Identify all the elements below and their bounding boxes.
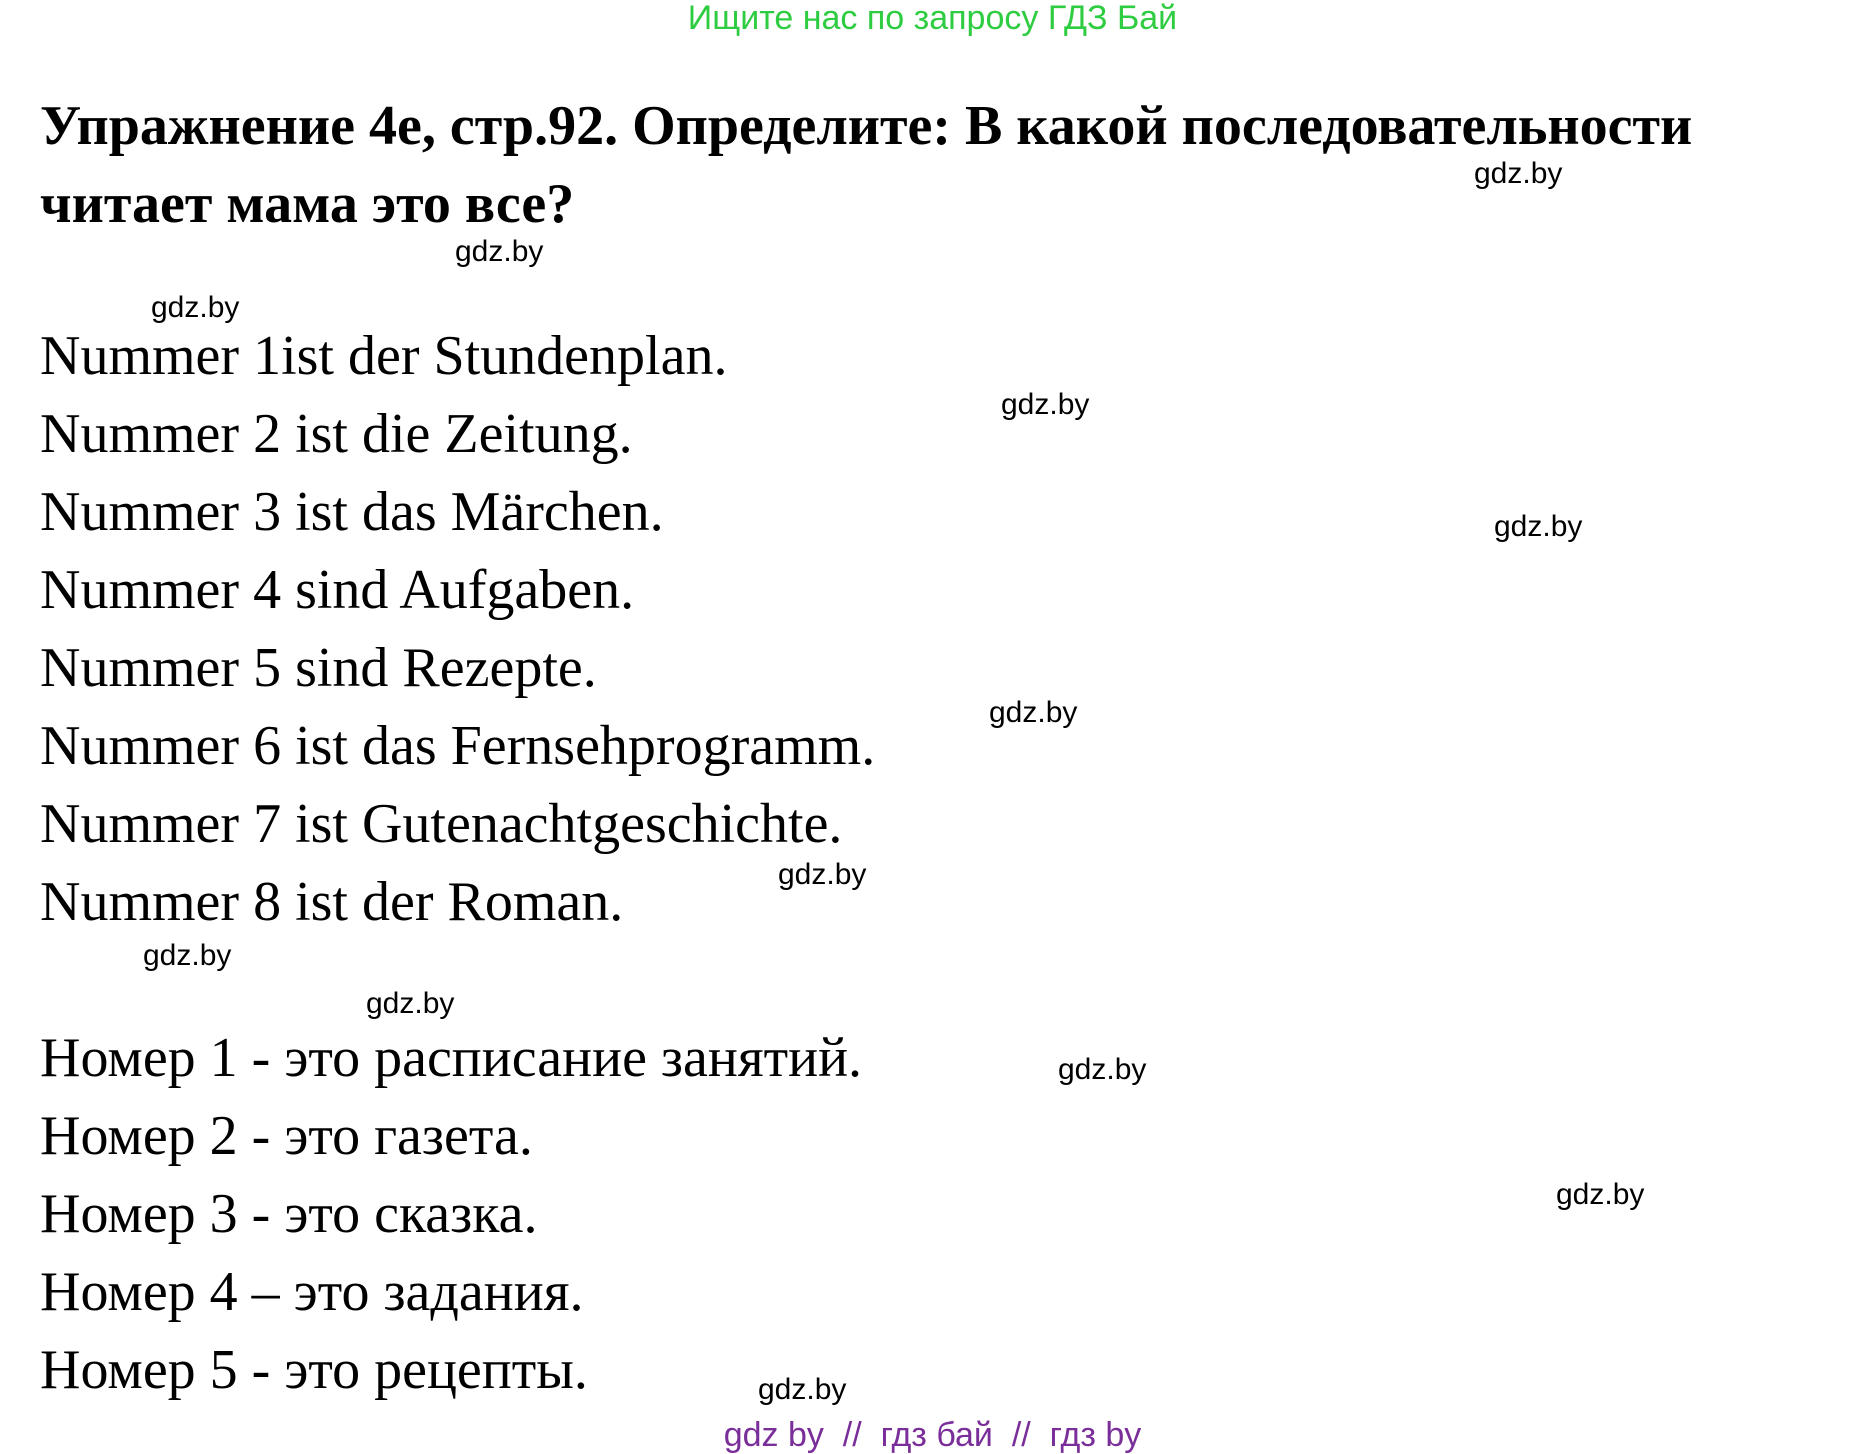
watermark-5: gdz.by [1494, 510, 1583, 543]
top-banner: Ищите нас по запросу ГДЗ Бай [687, 0, 1178, 37]
task-heading: Упражнение 4е, стр.92. Определите: В какой последовательности читает мама это все? [40, 95, 1693, 235]
german-line-7: Nummer 7 ist Gutenachtgeschichte. [40, 793, 843, 855]
watermark-4: gdz.by [1001, 388, 1090, 421]
russian-line-1: Номер 1 - это расписание занятий. [40, 1027, 863, 1089]
russian-line-3: Номер 3 - это сказка. [40, 1183, 538, 1245]
watermark-11: gdz.by [1556, 1178, 1645, 1211]
russian-line-4: Номер 4 – это задания. [40, 1261, 584, 1323]
watermark-3: gdz.by [151, 291, 240, 324]
watermark-8: gdz.by [143, 939, 232, 972]
watermark-7: gdz.by [778, 858, 867, 891]
german-line-6: Nummer 6 ist das Fernsehprogramm. [40, 715, 876, 777]
watermark-12: gdz.by [758, 1373, 847, 1406]
german-line-5: Nummer 5 sind Rezepte. [40, 637, 597, 699]
footer-links: gdz by // гдз бай // гдз by [723, 1416, 1142, 1454]
watermark-9: gdz.by [366, 987, 455, 1020]
watermark-10: gdz.by [1058, 1053, 1147, 1086]
watermark-1: gdz.by [1474, 157, 1563, 190]
russian-line-5: Номер 5 - это рецепты. [40, 1339, 588, 1401]
german-line-8: Nummer 8 ist der Roman. [40, 871, 624, 933]
german-line-2: Nummer 2 ist die Zeitung. [40, 403, 633, 465]
german-line-4: Nummer 4 sind Aufgaben. [40, 559, 635, 621]
german-line-1: Nummer 1ist der Stundenplan. [40, 325, 728, 387]
russian-line-2: Номер 2 - это газета. [40, 1105, 533, 1167]
watermark-2: gdz.by [455, 235, 544, 268]
german-line-3: Nummer 3 ist das Märchen. [40, 481, 664, 543]
watermark-6: gdz.by [989, 696, 1078, 729]
